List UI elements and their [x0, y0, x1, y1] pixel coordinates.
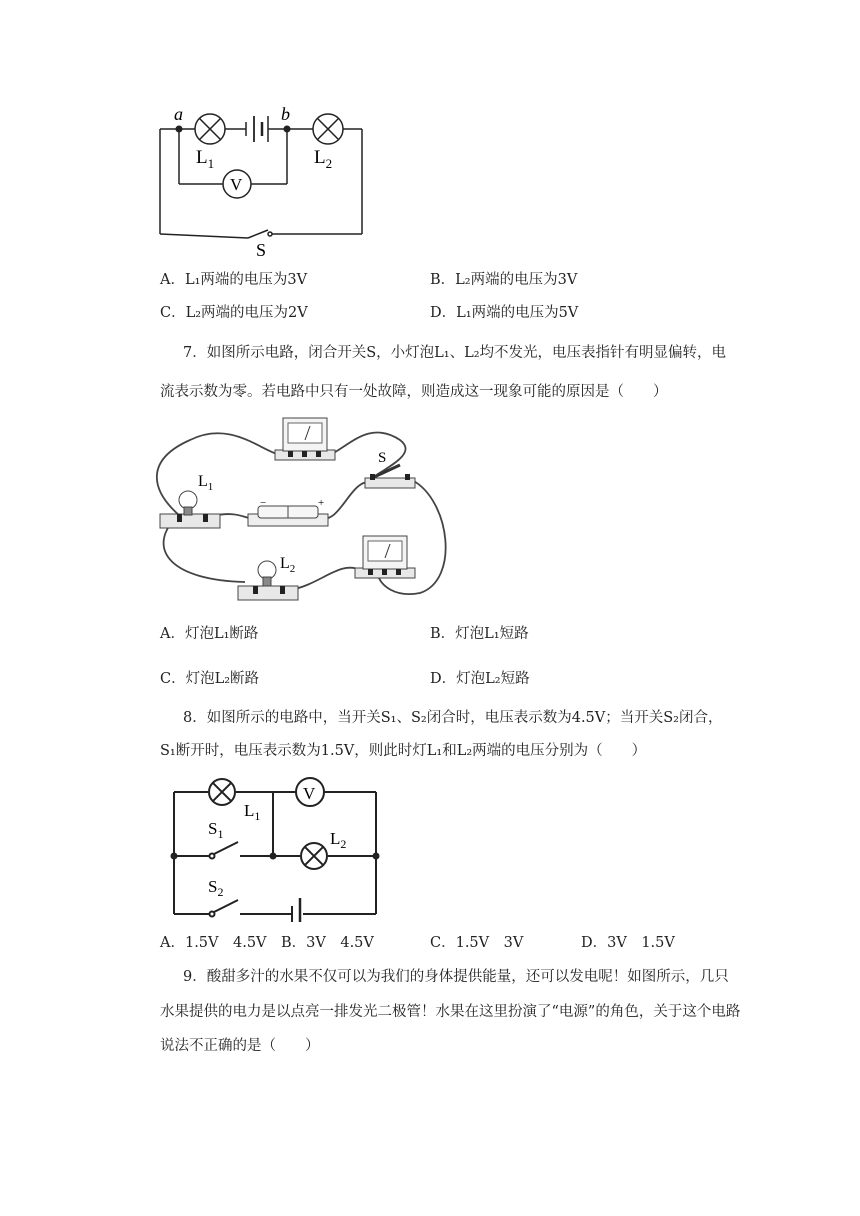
q7-circuit-photo: [150, 410, 470, 610]
q7-stem-line1: 7．如图所示电路，闭合开关S，小灯泡L₁、L₂均不发光，电压表指针有明显偏转，电: [183, 345, 727, 361]
q8-circuit-diagram: [160, 772, 390, 922]
svg-text:L1: $L_1$: [244, 801, 261, 823]
q8-stem-line1: 8．如图所示的电路中，当开关S₁、S₂闭合时，电压表示数为4.5V；当开关S₂闭合，: [183, 710, 723, 726]
q8-stem-line2: S₁断开时，电压表示数为1.5V，则此时灯L₁和L₂两端的电压分别为（ ）: [160, 743, 647, 759]
svg-text:S1: $S_1$: [208, 819, 224, 841]
svg-text:L2: $L_2$: [330, 829, 347, 851]
q6-label-b: b: [281, 104, 290, 124]
q6-label-a: a: [174, 104, 183, 124]
svg-text:L2: $L_2$: [314, 147, 333, 171]
q7-voltmeter: [355, 536, 415, 578]
q7-ammeter: [275, 418, 335, 460]
q7-option-a[interactable]: A．灯泡L₁断路: [160, 626, 259, 642]
q8-option-b[interactable]: B．3V 4.5V: [281, 935, 374, 951]
q8-voltmeter-label: V: [303, 784, 316, 803]
q8-option-c[interactable]: C．1.5V 3V: [430, 935, 524, 951]
q6-option-b[interactable]: B．L₂两端的电压为3V: [430, 272, 578, 288]
q7-option-c[interactable]: C．灯泡L₂断路: [160, 671, 260, 687]
q8-option-d[interactable]: D．3V 1.5V: [581, 935, 675, 951]
svg-text:S2: $S_2$: [208, 877, 224, 899]
q8-option-a[interactable]: A．1.5V 4.5V: [160, 935, 267, 951]
q7-stem-line2: 流表示数为零。若电路中只有一处故障，则造成这一现象可能的原因是（ ）: [160, 384, 668, 400]
q9-stem-line1: 9．酸甜多汁的水果不仅可以为我们的身体提供能量，还可以发电呢！如图所示，几只: [183, 969, 729, 985]
svg-text:L2: $L_2$: [280, 555, 296, 575]
q6-voltmeter-label: V: [230, 175, 243, 194]
q7-option-b[interactable]: B．灯泡L₁短路: [430, 626, 529, 642]
q7-battery: [248, 506, 328, 526]
svg-text:−: −: [260, 497, 267, 509]
q7-option-d[interactable]: D．灯泡L₂短路: [430, 671, 530, 687]
q9-stem-line3: 说法不正确的是（ ）: [160, 1038, 320, 1054]
svg-text:+: +: [318, 497, 325, 509]
svg-text:L1: $L_1$: [198, 473, 214, 493]
q9-stem-line2: 水果提供的电力是以点亮一排发光二极管！水果在这里扮演了“电源”的角色，关于这个电路: [160, 1004, 741, 1020]
q7-lamp-l1: [160, 491, 220, 528]
q6-option-a[interactable]: A．L₁两端的电压为3V: [160, 272, 308, 288]
q6-option-d[interactable]: D．L₁两端的电压为5V: [430, 305, 579, 321]
svg-text:L1: $L_1$: [196, 147, 215, 171]
q7-switch: [365, 465, 415, 488]
q6-switch-label: S: [256, 240, 267, 260]
q7-switch-label: S: [378, 450, 387, 466]
q6-circuit-diagram: [150, 100, 380, 260]
q6-option-c[interactable]: C．L₂两端的电压为2V: [160, 305, 308, 321]
